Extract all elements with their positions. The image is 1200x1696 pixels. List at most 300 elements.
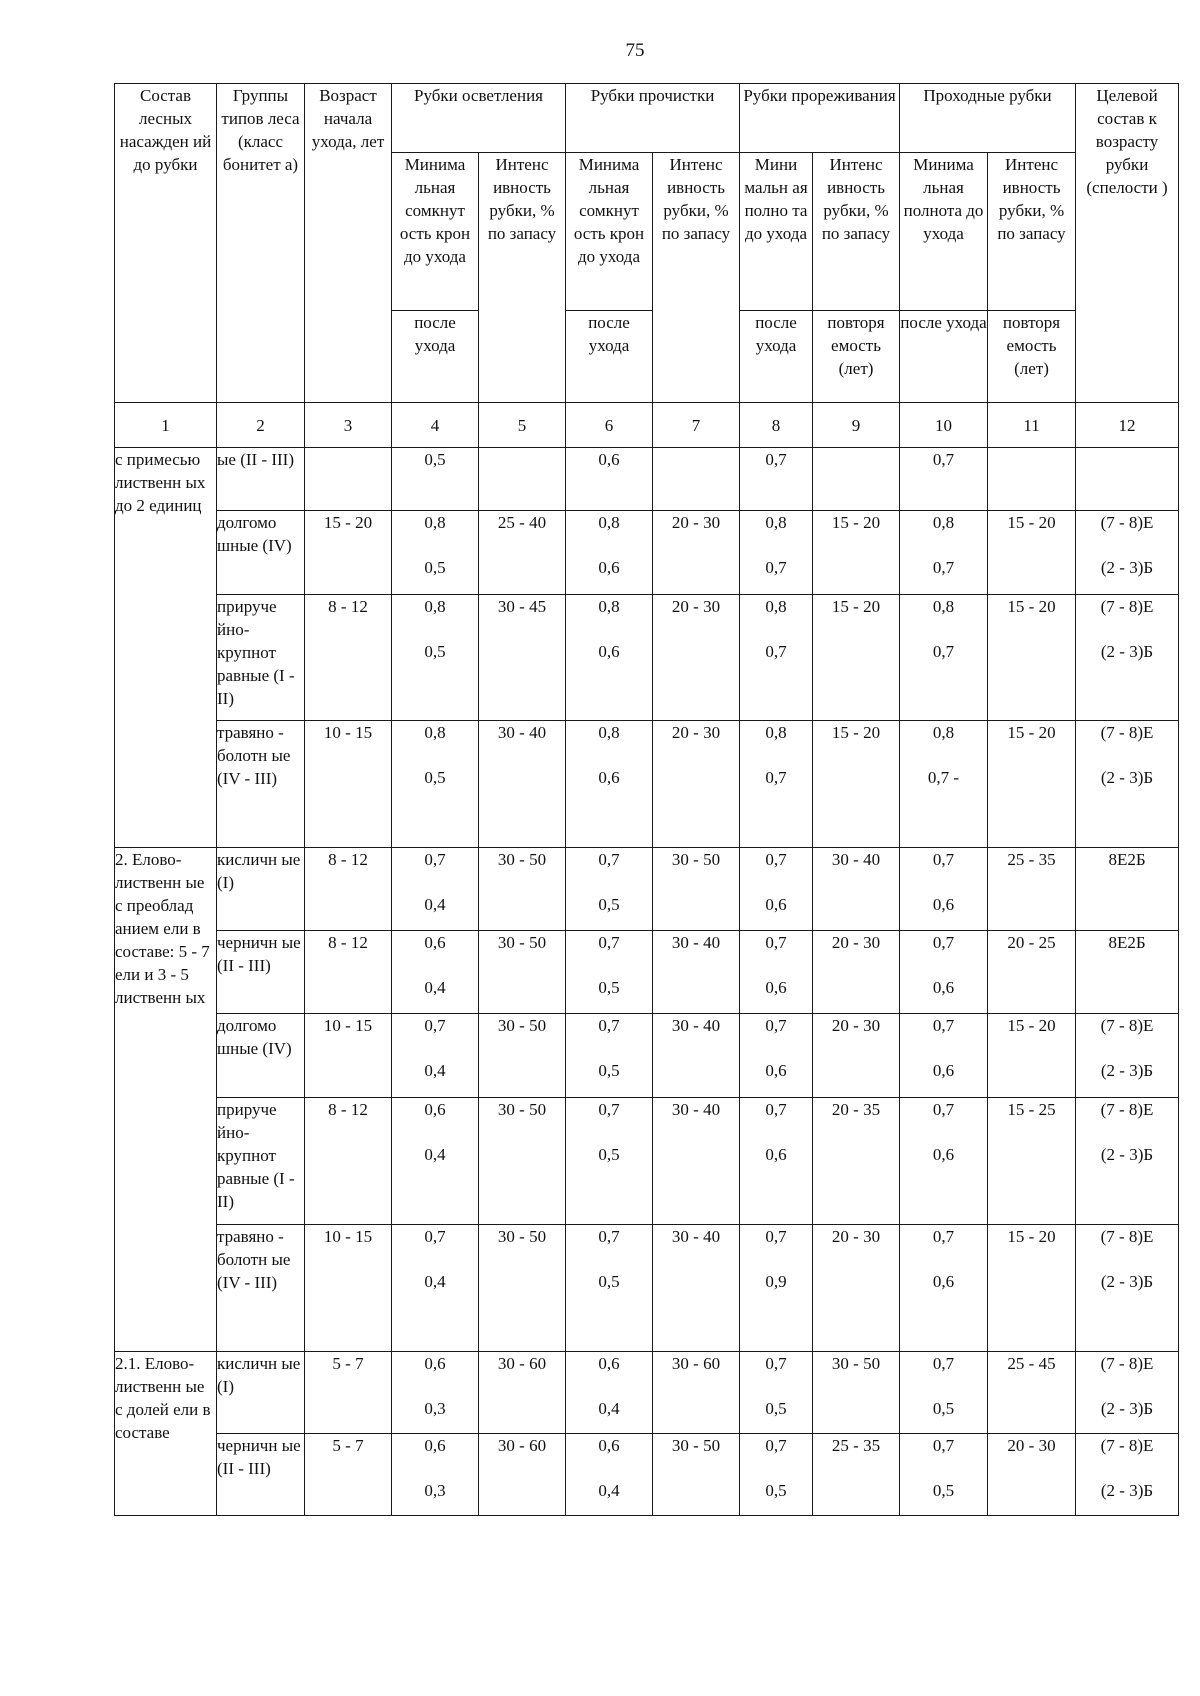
cell-c11 (988, 721, 1076, 848)
cell-value: 5 - 7 (332, 1436, 364, 1455)
header-thinning: Рубки прореживания (740, 84, 900, 153)
cell-value: 0,7 (598, 1100, 620, 1119)
header-intensity-lightening: Интенс ивность рубки, % по запасу (479, 153, 566, 403)
cell-age (305, 448, 392, 511)
cell-c6 (566, 1098, 653, 1225)
header-passage: Проходные рубки (900, 84, 1076, 153)
cell-value: (7 - 8)Е (1100, 1354, 1154, 1373)
cell-value: 0,5 (424, 768, 446, 787)
cell-c11 (988, 448, 1076, 511)
cell-value: 25 - 35 (831, 1436, 881, 1455)
cell-value: 0,7 (765, 558, 787, 577)
cell-value: 8Е2Б (1108, 933, 1146, 952)
cell-value: 0,6 (424, 1436, 446, 1455)
cell-c9 (813, 1098, 900, 1225)
header-after-care-cleaning: после ухода (566, 311, 653, 403)
column-number: 9 (813, 403, 900, 448)
cell-value: 0,8 (932, 513, 955, 532)
cell-c7 (653, 931, 740, 1014)
cell-value: 30 - 50 (671, 1436, 721, 1455)
cell-value: 0,6 (932, 1272, 955, 1291)
cell-value: 30 - 60 (497, 1354, 547, 1373)
cell-value: 15 - 20 (831, 723, 881, 742)
cell-value: 0,7 (598, 1016, 620, 1035)
cell-c5 (479, 595, 566, 721)
cell-c9 (813, 448, 900, 511)
cell-value: 0,7 (765, 1227, 787, 1246)
cell-c12 (1076, 511, 1179, 595)
cell-value: 0,4 (424, 895, 446, 914)
cell-value: 0,7 (424, 850, 446, 869)
cell-value: 30 - 40 (671, 1227, 721, 1246)
cell-forest-group: прируче йно- крупнот равные (I - II) (217, 1098, 305, 1225)
cell-value: 0,8 (424, 723, 446, 742)
cell-value: 20 - 30 (831, 1016, 881, 1035)
cell-value: 0,7 (932, 642, 955, 661)
cell-c7 (653, 1352, 740, 1434)
cell-c6 (566, 931, 653, 1014)
header-target: Целевой состав к возрасту рубки (спелости ) (1076, 84, 1179, 403)
cell-value: 20 - 30 (671, 723, 721, 742)
cell-value: (7 - 8)Е (1100, 513, 1154, 532)
cell-value: 20 - 30 (831, 1227, 881, 1246)
cell-value: 0,8 (598, 723, 620, 742)
cell-c10 (900, 595, 988, 721)
cell-c12 (1076, 1225, 1179, 1352)
cell-forest-group: травяно - болотн ые (IV - III) (217, 1225, 305, 1352)
cell-age (305, 595, 392, 721)
cell-value: 0,7 (932, 1227, 955, 1246)
column-number: 3 (305, 403, 392, 448)
table-body (115, 448, 1179, 1516)
cell-value: 15 - 20 (1007, 513, 1056, 532)
cell-c10 (900, 931, 988, 1014)
cell-value: 30 - 50 (497, 850, 547, 869)
cell-c5 (479, 1014, 566, 1098)
cell-value: 20 - 30 (671, 597, 721, 616)
cell-age (305, 848, 392, 931)
cell-value: 0,8 (598, 513, 620, 532)
cell-c11 (988, 511, 1076, 595)
cell-value: 0,5 (598, 978, 620, 997)
cell-value: 30 - 50 (497, 1100, 547, 1119)
cell-value: (7 - 8)Е (1100, 723, 1154, 742)
cell-value: 30 - 50 (831, 1354, 881, 1373)
header-after-care-thinning: после ухода (740, 311, 813, 403)
cell-c12 (1076, 848, 1179, 931)
cell-value: 20 - 35 (831, 1100, 881, 1119)
cell-value: 0,4 (424, 1145, 446, 1164)
cell-c6 (566, 1225, 653, 1352)
cell-value: 20 - 30 (1007, 1436, 1056, 1455)
cell-value: (2 - 3)Б (1100, 1061, 1154, 1080)
cell-value: 0,7 (765, 642, 787, 661)
cell-value: 0,3 (424, 1399, 446, 1418)
header-lightening: Рубки осветления (392, 84, 566, 153)
header-forest-group: Группы типов леса (класс бонитет а) (217, 84, 305, 403)
cell-age (305, 511, 392, 595)
cell-value: 0,6 (598, 1354, 620, 1373)
cell-value: 0,4 (598, 1481, 620, 1500)
table-row (115, 1352, 1179, 1434)
cell-c4 (392, 1225, 479, 1352)
cell-value: 0,7 (598, 933, 620, 952)
cell-value: 25 - 35 (1007, 850, 1056, 869)
cell-value: 30 - 50 (671, 850, 721, 869)
cell-value: 15 - 25 (1007, 1100, 1056, 1119)
cell-value: 0,7 (765, 450, 787, 469)
cell-value: (2 - 3)Б (1100, 642, 1154, 661)
cell-value: 0,7 (598, 850, 620, 869)
cell-value: 0,7 (424, 1016, 446, 1035)
table-row (115, 1014, 1179, 1098)
cell-value: 8 - 12 (328, 1100, 368, 1119)
cell-c9 (813, 1352, 900, 1434)
cell-value: 8 - 12 (328, 850, 368, 869)
table-header (115, 84, 1179, 448)
cell-c9 (813, 848, 900, 931)
cell-c8 (740, 1098, 813, 1225)
cell-value: 15 - 20 (1007, 1227, 1056, 1246)
header-intensity-passage: Интенс ивность рубки, % по запасу (988, 153, 1076, 311)
forest-care-table (114, 83, 1179, 1516)
cell-c5 (479, 1434, 566, 1516)
cell-value: 0,6 (932, 978, 955, 997)
cell-value (653, 448, 739, 471)
header-min-closure-cleaning: Минима льная сомкнут ость крон до ухода (566, 153, 653, 311)
cell-value: 0,5 (424, 450, 446, 469)
table-row (115, 448, 1179, 511)
cell-value: 30 - 40 (831, 850, 881, 869)
cell-value: (7 - 8)Е (1100, 1100, 1154, 1119)
header-min-density-passage: Минима льная полнота до ухода (900, 153, 988, 311)
cell-c10 (900, 1225, 988, 1352)
cell-c6 (566, 1352, 653, 1434)
cell-value: 0,6 (424, 1354, 446, 1373)
cell-c9 (813, 931, 900, 1014)
cell-c9 (813, 1434, 900, 1516)
cell-forest-group: прируче йно- крупнот равные (I - II) (217, 595, 305, 721)
cell-value: 0,5 (765, 1399, 787, 1418)
cell-c7 (653, 1014, 740, 1098)
cell-c8 (740, 848, 813, 931)
cell-value (813, 448, 899, 471)
header-after-care-lightening: после ухода (392, 311, 479, 403)
cell-c4 (392, 448, 479, 511)
cell-c6 (566, 595, 653, 721)
column-number: 5 (479, 403, 566, 448)
table-row (115, 931, 1179, 1014)
cell-value: 0,7 (932, 1016, 955, 1035)
cell-value: 0,6 (598, 768, 620, 787)
cell-c8 (740, 595, 813, 721)
cell-value: 0,5 (598, 1272, 620, 1291)
cell-value: 0,5 (932, 1481, 955, 1500)
cell-c10 (900, 1014, 988, 1098)
cell-value: 15 - 20 (831, 513, 881, 532)
cell-value: 0,6 (765, 895, 787, 914)
cell-c9 (813, 595, 900, 721)
cell-value: 30 - 40 (497, 723, 547, 742)
cell-c4 (392, 1098, 479, 1225)
cell-value: 0,5 (765, 1481, 787, 1500)
header-repeatability-passage: повторя емость (лет) (988, 311, 1076, 403)
cell-c12 (1076, 1014, 1179, 1098)
cell-composition: 2.1. Елово- лиственн ые с долей ели в составе (115, 1352, 217, 1516)
cell-value: 0,5 (424, 558, 446, 577)
cell-value: 0,7 (765, 768, 787, 787)
cell-value: 30 - 50 (497, 933, 547, 952)
cell-value: 0,8 (598, 597, 620, 616)
header-composition: Состав лесных насажден ий до рубки (115, 84, 217, 403)
cell-value: 15 - 20 (1007, 1016, 1056, 1035)
cell-forest-group: черничн ые (II - III) (217, 1434, 305, 1516)
cell-value: 0,5 (598, 1061, 620, 1080)
cell-c8 (740, 1434, 813, 1516)
cell-forest-group: долгомо шные (IV) (217, 511, 305, 595)
cell-value: 15 - 20 (323, 513, 373, 532)
table-row (115, 721, 1179, 848)
cell-composition: 2. Елово- лиственн ые с преоблад анием ели в составе: 5 - 7 ели и 3 - 5 лиственн ых (115, 848, 217, 1352)
cell-value: 0,6 (765, 1145, 787, 1164)
cell-value: 30 - 40 (671, 1100, 721, 1119)
cell-value: 0,5 (598, 895, 620, 914)
table-row (115, 848, 1179, 931)
cell-value: 0,6 (932, 1145, 955, 1164)
cell-c11 (988, 1352, 1076, 1434)
cell-value: 15 - 20 (831, 597, 881, 616)
cell-value: 0,8 (932, 723, 955, 742)
cell-c7 (653, 511, 740, 595)
cell-value: 0,6 (765, 978, 787, 997)
column-number: 11 (988, 403, 1076, 448)
cell-c12 (1076, 595, 1179, 721)
cell-c7 (653, 848, 740, 931)
table-row (115, 1098, 1179, 1225)
cell-c10 (900, 1098, 988, 1225)
cell-value: 0,4 (598, 1399, 620, 1418)
cell-value: 0,8 (765, 513, 787, 532)
cell-value: 0,7 (932, 1436, 955, 1455)
cell-c10 (900, 448, 988, 511)
page-number: 75 (625, 40, 645, 61)
cell-c6 (566, 1014, 653, 1098)
cell-value: 0,7 (932, 1100, 955, 1119)
cell-value: 0,7 (765, 933, 787, 952)
cell-value: 5 - 7 (332, 1354, 364, 1373)
table-row (115, 1434, 1179, 1516)
cell-value: 0,8 (765, 723, 787, 742)
table-row (115, 1225, 1179, 1352)
cell-age (305, 1098, 392, 1225)
header-min-closure-lightening: Минима льная сомкнут ость крон до ухода (392, 153, 479, 311)
cell-value: 0,9 (765, 1272, 787, 1291)
cell-value: 0,6 (932, 895, 955, 914)
cell-c5 (479, 448, 566, 511)
cell-value: 0,7 (598, 1227, 620, 1246)
cell-age (305, 1225, 392, 1352)
column-number: 8 (740, 403, 813, 448)
cell-c10 (900, 511, 988, 595)
cell-value: 0,6 (932, 1061, 955, 1080)
cell-c7 (653, 448, 740, 511)
cell-value: 10 - 15 (323, 1227, 373, 1246)
header-cleaning: Рубки прочистки (566, 84, 740, 153)
cell-c8 (740, 721, 813, 848)
cell-c7 (653, 721, 740, 848)
cell-c10 (900, 1352, 988, 1434)
cell-c4 (392, 1014, 479, 1098)
cell-value: 30 - 60 (497, 1436, 547, 1455)
cell-value: 0,7 (424, 1227, 446, 1246)
table-row (115, 595, 1179, 721)
cell-composition: с примесью лиственн ых до 2 единиц (115, 448, 217, 848)
cell-value: (7 - 8)Е (1100, 1227, 1154, 1246)
cell-value: 0,6 (424, 1100, 446, 1119)
cell-c11 (988, 1014, 1076, 1098)
cell-value: (7 - 8)Е (1100, 1016, 1154, 1035)
cell-value: (2 - 3)Б (1100, 1272, 1154, 1291)
cell-value: (2 - 3)Б (1100, 558, 1154, 577)
cell-value: (2 - 3)Б (1100, 768, 1154, 787)
cell-value (988, 448, 1075, 471)
cell-c4 (392, 511, 479, 595)
cell-value: 30 - 40 (671, 1016, 721, 1035)
cell-value: 25 - 40 (497, 513, 547, 532)
cell-value: 0,6 (765, 1061, 787, 1080)
cell-value: 15 - 20 (1007, 723, 1056, 742)
cell-c6 (566, 511, 653, 595)
cell-value: 8 - 12 (328, 933, 368, 952)
cell-value: 0,7 (932, 450, 955, 469)
cell-value: 8Е2Б (1108, 850, 1146, 869)
cell-c8 (740, 1352, 813, 1434)
cell-c5 (479, 848, 566, 931)
cell-c7 (653, 1098, 740, 1225)
cell-c12 (1076, 1434, 1179, 1516)
cell-value: 0,6 (598, 642, 620, 661)
header-after-care-passage: после ухода (900, 311, 988, 403)
cell-c6 (566, 721, 653, 848)
cell-age (305, 1434, 392, 1516)
cell-value: 10 - 15 (323, 1016, 373, 1035)
cell-age (305, 1014, 392, 1098)
cell-c9 (813, 721, 900, 848)
cell-value: 0,8 (765, 597, 787, 616)
cell-value (305, 448, 391, 471)
cell-c4 (392, 848, 479, 931)
cell-forest-group: черничн ые (II - III) (217, 931, 305, 1014)
cell-c8 (740, 1225, 813, 1352)
cell-value: 0,4 (424, 978, 446, 997)
cell-c9 (813, 511, 900, 595)
cell-value: 0,6 (598, 1436, 620, 1455)
cell-c11 (988, 1098, 1076, 1225)
cell-value: 0,7 (932, 850, 955, 869)
cell-c7 (653, 1225, 740, 1352)
cell-value: 0,6 (424, 933, 446, 952)
cell-value: 30 - 45 (497, 597, 547, 616)
cell-c6 (566, 448, 653, 511)
cell-age (305, 1352, 392, 1434)
cell-c4 (392, 1352, 479, 1434)
cell-c10 (900, 1434, 988, 1516)
cell-c7 (653, 1434, 740, 1516)
cell-value: 0,5 (598, 1145, 620, 1164)
cell-value (479, 448, 565, 471)
cell-value: 0,6 (598, 450, 620, 469)
cell-c12 (1076, 448, 1179, 511)
column-number: 6 (566, 403, 653, 448)
cell-value: 0,8 (932, 597, 955, 616)
cell-c10 (900, 848, 988, 931)
cell-value: 30 - 60 (671, 1354, 721, 1373)
cell-age (305, 721, 392, 848)
cell-forest-group: кисличн ые (I) (217, 1352, 305, 1434)
cell-forest-group: травяно - болотн ые (IV - III) (217, 721, 305, 848)
cell-c6 (566, 1434, 653, 1516)
cell-c4 (392, 595, 479, 721)
cell-value: 0,7 (765, 850, 787, 869)
column-number: 10 (900, 403, 988, 448)
cell-value: 20 - 25 (1007, 933, 1056, 952)
cell-value: 0,4 (424, 1272, 446, 1291)
table-row (115, 511, 1179, 595)
cell-value: 30 - 40 (671, 933, 721, 952)
cell-c8 (740, 1014, 813, 1098)
cell-forest-group: кисличн ые (I) (217, 848, 305, 931)
cell-c4 (392, 1434, 479, 1516)
cell-c8 (740, 448, 813, 511)
cell-c12 (1076, 721, 1179, 848)
cell-c5 (479, 1225, 566, 1352)
cell-c5 (479, 1098, 566, 1225)
cell-value: 0,7 (932, 1354, 955, 1373)
cell-c11 (988, 931, 1076, 1014)
cell-value: 0,6 (598, 558, 620, 577)
header-repeatability-thinning: повторя емость (лет) (813, 311, 900, 403)
cell-value: 0,3 (424, 1481, 446, 1500)
cell-c11 (988, 1225, 1076, 1352)
cell-c6 (566, 848, 653, 931)
cell-c12 (1076, 1352, 1179, 1434)
cell-value: 20 - 30 (671, 513, 721, 532)
cell-value: 20 - 30 (831, 933, 881, 952)
cell-value: (2 - 3)Б (1100, 1145, 1154, 1164)
cell-c9 (813, 1014, 900, 1098)
cell-c4 (392, 721, 479, 848)
cell-c5 (479, 1352, 566, 1434)
cell-value: 0,5 (932, 1399, 955, 1418)
cell-value: 25 - 45 (1007, 1354, 1056, 1373)
cell-c11 (988, 1434, 1076, 1516)
cell-value: 8 - 12 (328, 597, 368, 616)
cell-value: 0,7 (765, 1016, 787, 1035)
cell-value: 0,7 (932, 933, 955, 952)
cell-value: 0,8 (424, 513, 446, 532)
cell-c5 (479, 721, 566, 848)
cell-c5 (479, 931, 566, 1014)
cell-c4 (392, 931, 479, 1014)
cell-c9 (813, 1225, 900, 1352)
cell-value: (2 - 3)Б (1100, 1399, 1154, 1418)
header-intensity-cleaning: Интенс ивность рубки, % по запасу (653, 153, 740, 403)
header-min-density-thinning: Мини мальн ая полно та до ухода (740, 153, 813, 311)
column-number: 2 (217, 403, 305, 448)
cell-value: (7 - 8)Е (1100, 1436, 1154, 1455)
cell-c12 (1076, 931, 1179, 1014)
cell-age (305, 931, 392, 1014)
